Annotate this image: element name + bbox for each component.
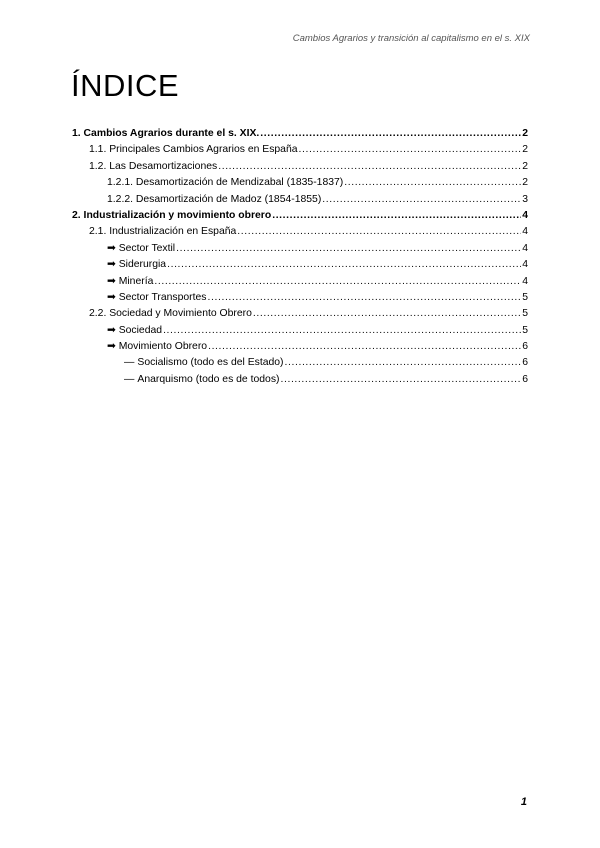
toc-entry[interactable] xyxy=(72,224,528,240)
toc-entry-title: Minería xyxy=(118,275,154,287)
arrow-bullet-icon: ➡ xyxy=(107,291,116,303)
dot-leader xyxy=(344,175,521,191)
dot-leader xyxy=(322,192,521,208)
toc-entry-page-number: 2 xyxy=(522,128,528,139)
dot-leader xyxy=(163,323,521,339)
arrow-bullet-icon: ➡ xyxy=(107,242,116,254)
dot-leader xyxy=(154,274,521,290)
dot-leader xyxy=(280,372,521,388)
toc-entry-page-number: 4 xyxy=(522,226,528,238)
toc-entry-page-number: 5 xyxy=(522,308,528,320)
toc-entry[interactable] xyxy=(72,208,528,224)
toc-entry-page-number: 4 xyxy=(522,209,528,221)
toc-entry-page-number: 3 xyxy=(522,193,528,205)
dot-leader xyxy=(253,306,521,322)
toc-entry-page-number: 6 xyxy=(522,341,528,353)
toc-entry[interactable] xyxy=(72,355,528,371)
toc-entry-title: 1.2. Las Desamortizaciones xyxy=(89,160,218,172)
dash-bullet-icon: — xyxy=(124,373,135,385)
toc-entry[interactable] xyxy=(72,290,528,306)
dot-leader xyxy=(218,159,521,175)
toc-entry-page-number: 6 xyxy=(522,373,528,385)
toc-entry[interactable] xyxy=(72,159,528,175)
toc-entry-title: Socialismo (todo es del Estado) xyxy=(137,357,284,369)
toc-entry-title: Siderurgia xyxy=(118,259,167,271)
toc-entry-title: Movimiento Obrero xyxy=(118,341,208,353)
dot-leader xyxy=(237,224,521,240)
toc-entry-page-number: 2 xyxy=(522,177,528,189)
toc-entry-title: 2. Industrialización y movimiento obrero xyxy=(72,209,272,221)
toc-entry[interactable] xyxy=(72,372,528,388)
dot-leader xyxy=(272,208,521,224)
toc-entry[interactable] xyxy=(72,142,528,158)
toc-entry[interactable] xyxy=(72,175,528,191)
arrow-bullet-icon: ➡ xyxy=(107,275,116,287)
dot-leader xyxy=(299,142,522,158)
toc-entry[interactable] xyxy=(72,323,528,339)
arrow-bullet-icon: ➡ xyxy=(107,259,116,271)
toc-entry-page-number: 2 xyxy=(522,160,528,172)
toc-entry-page-number: 2 xyxy=(522,144,528,156)
toc-entry-page-number: 5 xyxy=(522,291,528,303)
table-of-contents xyxy=(72,126,528,388)
toc-entry[interactable] xyxy=(72,257,528,273)
toc-entry-page-number: 6 xyxy=(522,357,528,369)
toc-entry-title: Sector Transportes xyxy=(118,291,207,303)
page-number: 1 xyxy=(520,796,527,808)
toc-entry-page-number: 4 xyxy=(522,275,528,287)
dash-bullet-icon: — xyxy=(124,357,135,369)
toc-entry-title: Anarquismo (todo es de todos) xyxy=(137,373,280,385)
toc-entry[interactable] xyxy=(72,126,528,142)
dot-leader xyxy=(208,339,521,355)
arrow-bullet-icon: ➡ xyxy=(107,324,116,336)
dot-leader xyxy=(285,355,522,371)
toc-entry-title: 2.1. Industrialización en España xyxy=(89,226,237,238)
running-header: Cambios Agrarios y transición al capitalismo en el s. XIX xyxy=(292,33,530,44)
toc-entry-title: 1.2.1. Desamortización de Mendizabal (1835-1837) xyxy=(107,177,344,189)
dot-leader xyxy=(167,257,521,273)
toc-entry[interactable] xyxy=(72,339,528,355)
toc-entry-title: Sociedad xyxy=(118,324,163,336)
toc-entry-page-number: 4 xyxy=(522,259,528,271)
toc-entry[interactable] xyxy=(72,192,528,208)
toc-entry[interactable] xyxy=(72,241,528,257)
toc-entry-title: 1.1. Principales Cambios Agrarios en España xyxy=(89,144,298,156)
toc-entry-page-number: 4 xyxy=(522,242,528,254)
dot-leader xyxy=(176,241,521,257)
toc-entry-title: 1.2.2. Desamortización de Madoz (1854-1855) xyxy=(107,193,322,205)
dot-leader xyxy=(260,126,521,142)
arrow-bullet-icon: ➡ xyxy=(107,341,116,353)
toc-entry[interactable] xyxy=(72,274,528,290)
toc-entry-title: Sector Textil xyxy=(118,242,176,254)
toc-entry-title: 1. Cambios Agrarios durante el s. XIX. xyxy=(72,128,260,139)
page-title: ÍNDICE xyxy=(71,68,180,103)
toc-entry-page-number: 5 xyxy=(522,324,528,336)
toc-entry-title: 2.2. Sociedad y Movimiento Obrero xyxy=(89,308,252,320)
dot-leader xyxy=(208,290,522,306)
toc-entry[interactable] xyxy=(72,306,528,322)
